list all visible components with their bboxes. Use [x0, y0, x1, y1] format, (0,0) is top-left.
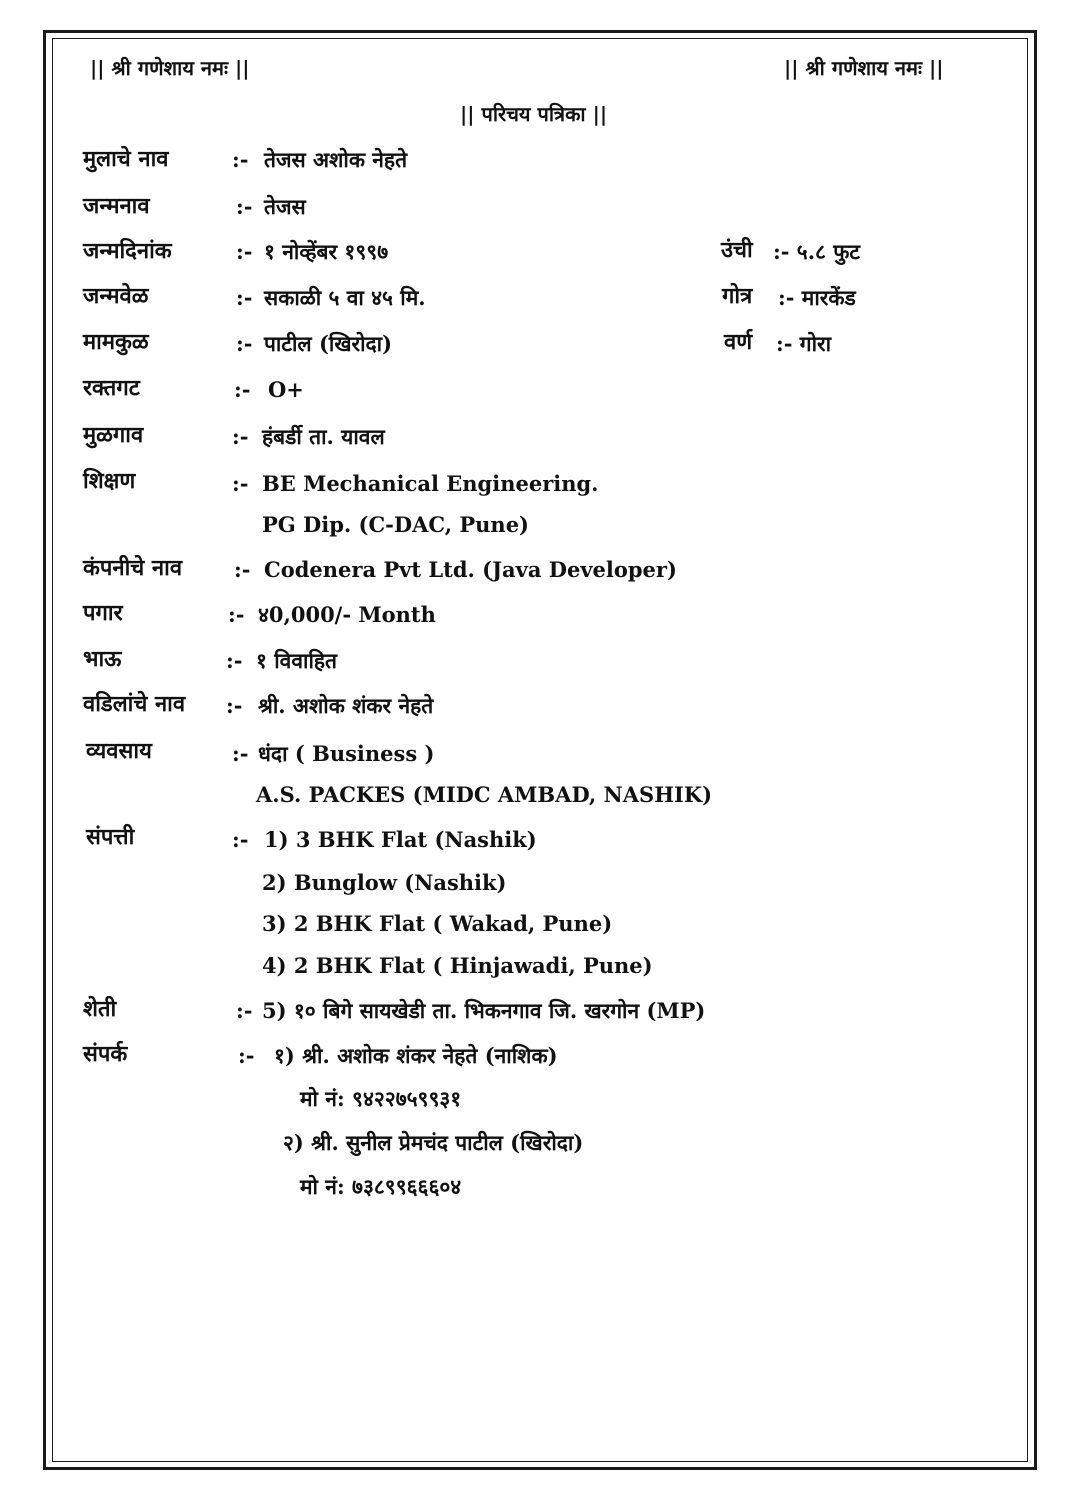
value-birth-time: सकाळी ५ वा ४५ मि.	[264, 285, 426, 310]
value-farm: 5) १० बिगे सायखेडी ता. भिकनगाव जि. खरगोन (MP)	[262, 998, 706, 1023]
value-gotra: :- मारकेंड	[778, 285, 856, 310]
value-birth-name: तेजस	[264, 194, 306, 219]
label-occupation: व्यवसाय	[86, 738, 152, 764]
sep-native: :-	[232, 424, 249, 449]
value-brother: १ विवाहित	[256, 648, 338, 673]
value-maternal: पाटील (खिरोदा)	[264, 331, 393, 356]
value-complexion: :- गोरा	[776, 331, 832, 356]
sep-father: :-	[226, 693, 243, 718]
sep-property: :-	[232, 827, 249, 852]
label-contact: संपर्क	[83, 1041, 128, 1067]
value-company: Codenera Pvt Ltd. (Java Developer)	[264, 557, 677, 582]
invocation-left: || श्री गणेशाय नमः ||	[90, 56, 250, 80]
sep-company: :-	[234, 557, 251, 582]
property-item: 1) 3 BHK Flat (Nashik)	[264, 827, 537, 852]
sep-occupation: :-	[232, 741, 249, 766]
property-item: 2) Bunglow (Nashik)	[262, 870, 507, 895]
invocation-right: || श्री गणेशाय नमः ||	[784, 56, 944, 80]
sep-dob: :-	[236, 239, 253, 264]
value-education-2: PG Dip. (C-DAC, Pune)	[262, 512, 529, 537]
page-title: || परिचय पत्रिका ||	[460, 102, 608, 126]
contact-1-phone: मो नं: ९४२२७५९९३१	[300, 1086, 462, 1111]
label-complexion: वर्ण	[724, 329, 753, 355]
label-birth-time: जन्मवेळ	[83, 283, 149, 309]
sep-contact: :-	[238, 1043, 255, 1068]
value-dob: १ नोव्हेंबर १९९७	[264, 239, 389, 264]
value-height: :- ५.८ फुट	[773, 239, 861, 264]
contact-1-name: १) श्री. अशोक शंकर नेहते (नाशिक)	[274, 1043, 558, 1068]
label-gotra: गोत्र	[722, 283, 753, 309]
label-company: कंपनीचे नाव	[83, 555, 183, 581]
sep-brother: :-	[226, 648, 243, 673]
value-education: BE Mechanical Engineering.	[262, 471, 599, 496]
contact-2-name: २) श्री. सुनील प्रेमचंद पाटील (खिरोदा)	[283, 1130, 584, 1155]
label-height: उंची	[721, 237, 753, 263]
label-native: मुळगाव	[83, 422, 144, 448]
label-birth-name: जन्मनाव	[83, 193, 150, 219]
label-farm: शेती	[83, 996, 117, 1022]
value-blood-group: O+	[268, 377, 304, 402]
sep-salary: :-	[228, 602, 245, 627]
label-dob: जन्मदिनांक	[83, 238, 172, 264]
sep-name: :-	[232, 147, 249, 172]
sep-birth-time: :-	[236, 285, 253, 310]
sep-maternal: :-	[236, 331, 253, 356]
label-father: वडिलांचे नाव	[83, 691, 186, 717]
sep-education: :-	[232, 471, 249, 496]
label-maternal: मामकुळ	[83, 329, 149, 355]
sep-farm: :-	[236, 998, 253, 1023]
value-salary: ४0,000/- Month	[258, 602, 436, 627]
contact-2-phone: मो नं: ७३८९९६६६०४	[300, 1174, 462, 1199]
property-item: 4) 2 BHK Flat ( Hinjawadi, Pune)	[262, 953, 653, 978]
value-occupation-2: A.S. PACKES (MIDC AMBAD, NASHIK)	[256, 782, 713, 807]
value-name: तेजस अशोक नेहते	[264, 147, 408, 172]
label-blood-group: रक्तगट	[83, 375, 140, 401]
label-property: संपत्ती	[86, 824, 135, 850]
page-border-inner	[52, 38, 1028, 1462]
value-native: हंबर्डी ता. यावल	[262, 424, 385, 449]
property-item: 3) 2 BHK Flat ( Wakad, Pune)	[262, 911, 613, 936]
label-education: शिक्षण	[83, 468, 136, 494]
label-salary: पगार	[83, 600, 123, 626]
label-brother: भाऊ	[83, 646, 122, 672]
sep-blood-group: :-	[234, 377, 251, 402]
label-name: मुलाचे नाव	[83, 146, 169, 172]
value-occupation: धंदा ( Business )	[258, 741, 435, 766]
sep-birth-name: :-	[236, 194, 253, 219]
value-father: श्री. अशोक शंकर नेहते	[258, 693, 434, 718]
